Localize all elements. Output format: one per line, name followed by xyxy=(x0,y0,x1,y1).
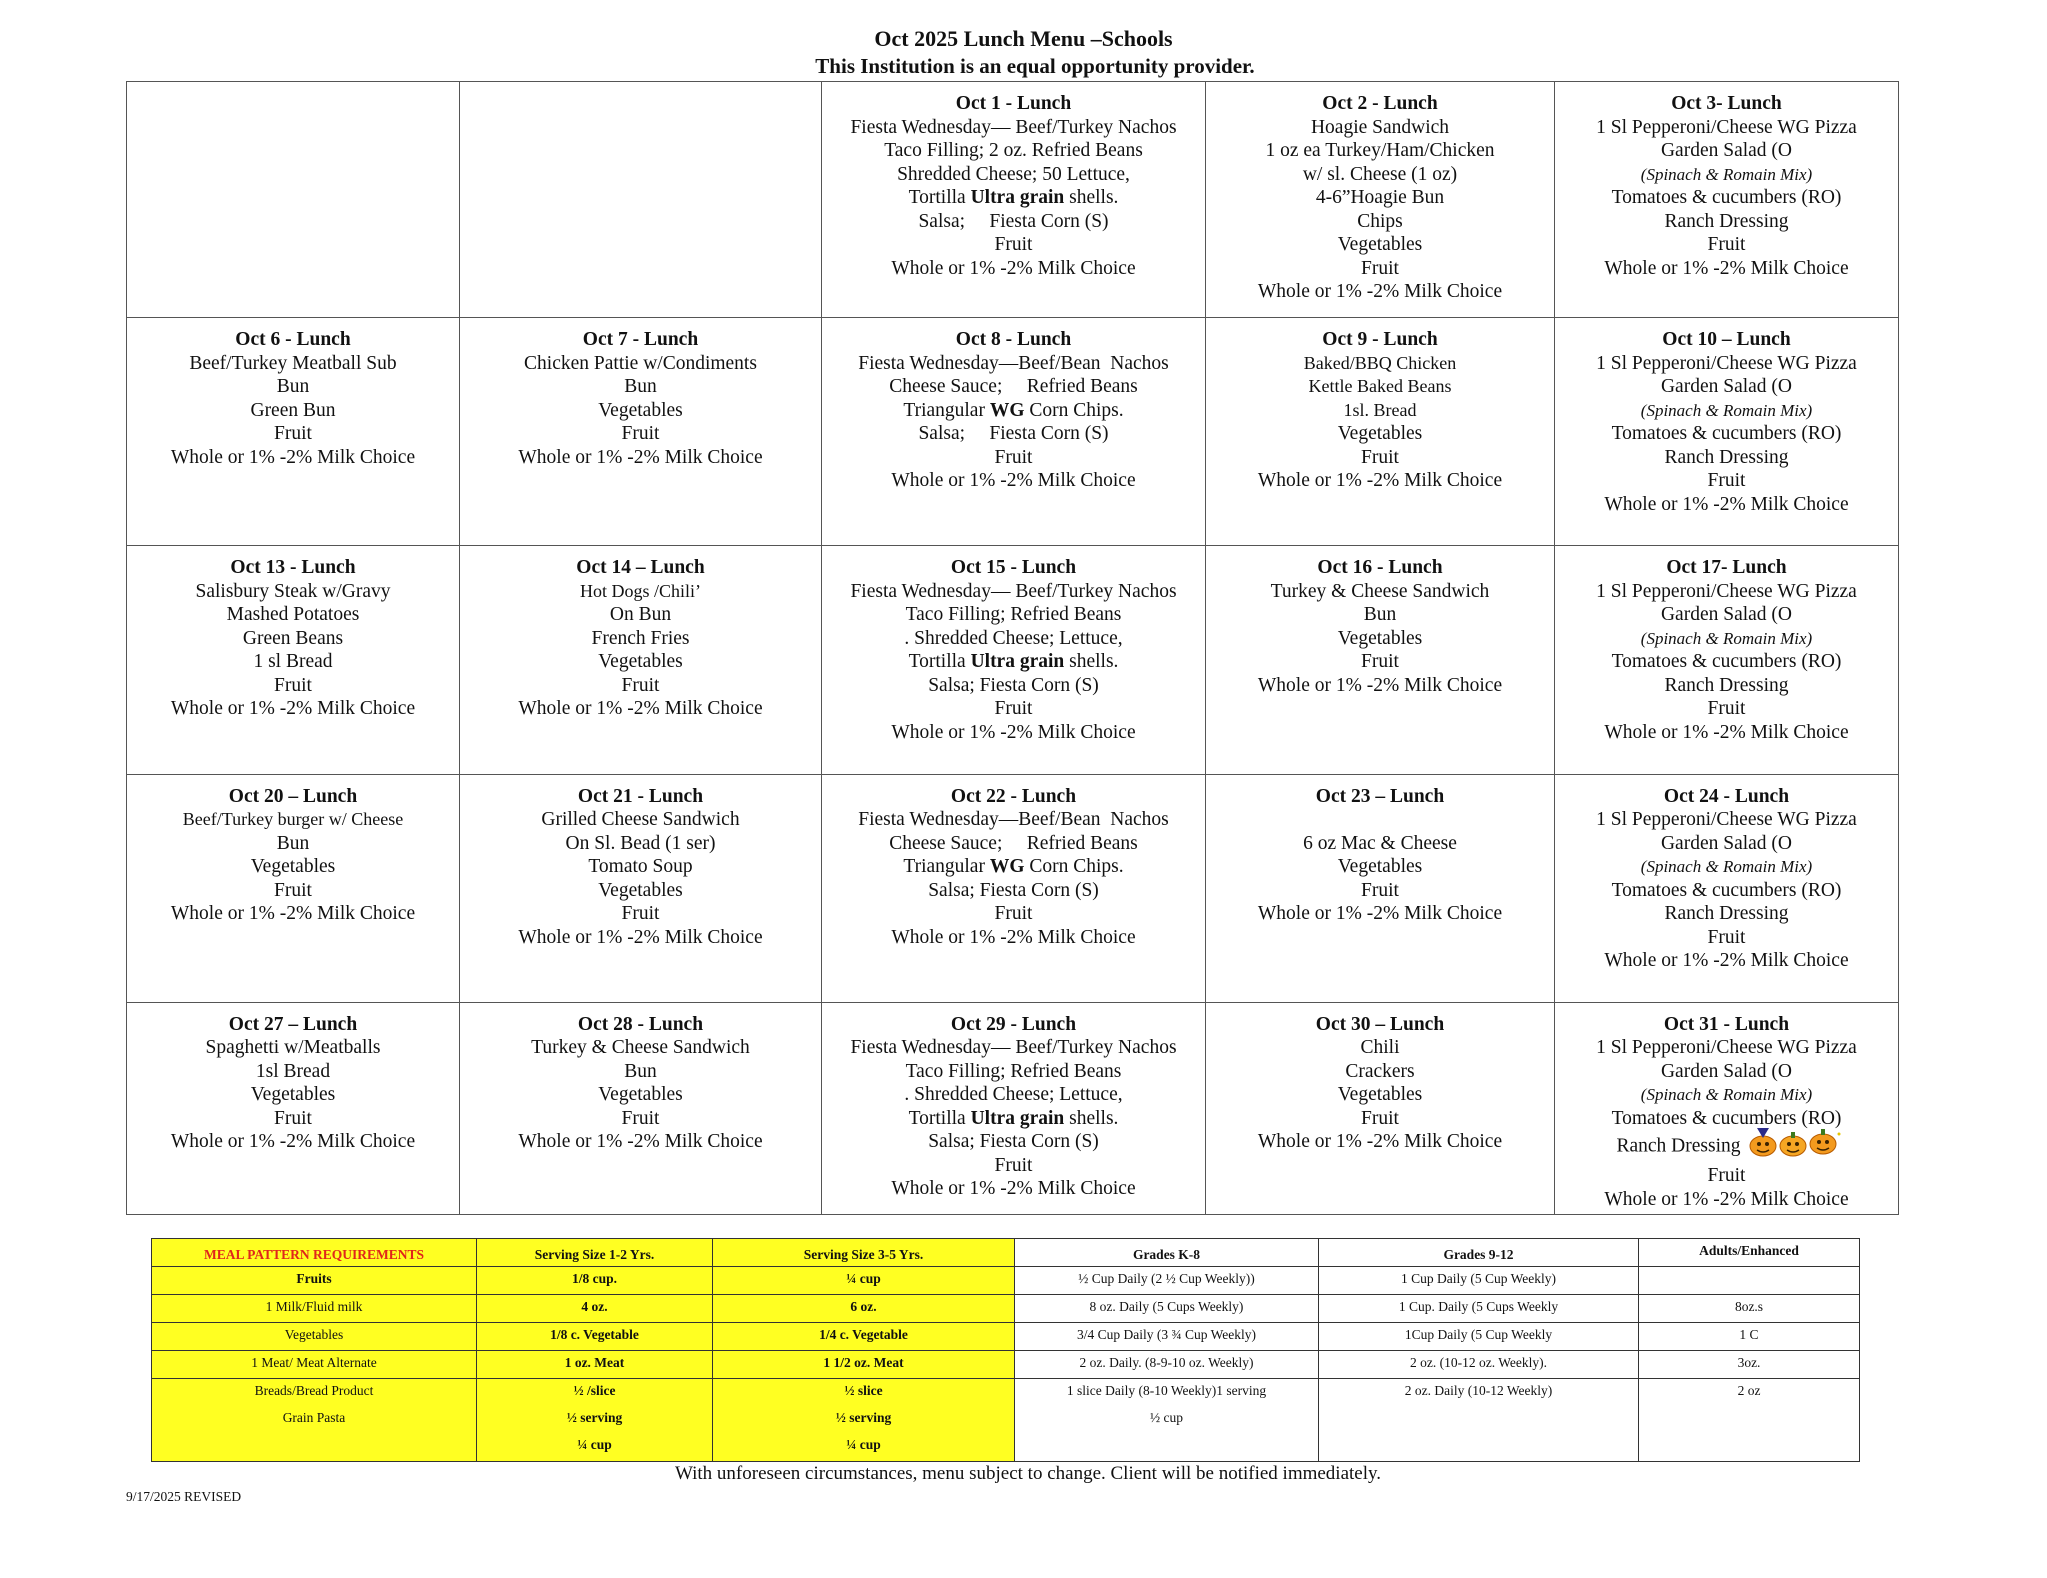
menu-item: Chicken Pattie w/Condiments xyxy=(524,352,757,374)
menu-item: Salsa; Fiesta Corn (S) xyxy=(918,210,1109,232)
menu-item: Vegetables xyxy=(598,1084,683,1106)
table-cell: 1/8 cup. xyxy=(477,1267,713,1295)
lunch-menu-calendar xyxy=(126,81,1899,1215)
day-title: Oct 7 - Lunch xyxy=(582,329,699,351)
menu-item: Turkey & Cheese Sandwich xyxy=(1270,580,1490,602)
requirements-row-meat xyxy=(152,1351,1860,1379)
day-cell-oct-15 xyxy=(822,546,1206,774)
menu-item: Garden Salad (O xyxy=(1660,140,1793,161)
menu-item: Garden Salad (O xyxy=(1660,604,1793,626)
table-cell: 6 oz. xyxy=(713,1295,1015,1323)
menu-text: Tortilla xyxy=(908,1107,971,1129)
menu-item: Vegetables xyxy=(598,651,683,673)
menu-item-note: (Spinach & Romain Mix) xyxy=(1640,400,1813,420)
table-cell: 1 1/2 oz. Meat xyxy=(713,1351,1015,1379)
menu-item: Bun xyxy=(276,376,310,398)
day-cell-oct-31 xyxy=(1555,1002,1899,1214)
cell-line: ½ slice xyxy=(844,1383,883,1398)
day-cell-oct-27 xyxy=(127,1002,460,1214)
day-cell-oct-2 xyxy=(1206,82,1555,318)
milk-choice: Whole or 1% -2% Milk Choice xyxy=(1257,903,1503,925)
menu-item xyxy=(826,650,1201,674)
day-cell-oct-6 xyxy=(127,318,460,546)
menu-item: Fruit xyxy=(1361,446,1399,468)
milk-choice: Whole or 1% -2% Milk Choice xyxy=(1257,470,1503,492)
table-cell xyxy=(1015,1379,1319,1462)
table-cell: 1 Cup Daily (5 Cup Weekly) xyxy=(1319,1267,1639,1295)
empty-day-cell xyxy=(460,82,822,318)
week-row-5 xyxy=(127,1002,1899,1214)
menu-item: 1sl. Bread xyxy=(1343,399,1417,420)
menu-item: Fruit xyxy=(274,879,312,901)
menu-item: Turkey & Cheese Sandwich xyxy=(531,1037,750,1059)
day-cell-oct-21 xyxy=(460,774,822,1002)
milk-choice: Whole or 1% -2% Milk Choice xyxy=(891,721,1136,743)
menu-text-bold: WG xyxy=(989,399,1025,421)
day-cell-oct-1 xyxy=(822,82,1206,318)
milk-choice: Whole or 1% -2% Milk Choice xyxy=(518,446,763,468)
menu-item: Baked/BBQ Chicken xyxy=(1303,352,1457,373)
menu-item: Tomato Soup xyxy=(588,856,693,878)
menu-item: On Bun xyxy=(609,604,672,626)
menu-item: Crackers xyxy=(1345,1060,1415,1082)
menu-item: Fruit xyxy=(1361,651,1399,673)
week-row-3 xyxy=(127,546,1899,774)
day-cell-oct-13 xyxy=(127,546,460,774)
menu-item: Vegetables xyxy=(1337,423,1423,445)
milk-choice: Whole or 1% -2% Milk Choice xyxy=(1604,1188,1849,1210)
table-cell: 2 oz. Daily. (8-9-10 oz. Weekly) xyxy=(1015,1351,1319,1379)
day-cell-oct-17 xyxy=(1555,546,1899,774)
menu-item: Salisbury Steak w/Gravy xyxy=(195,580,391,602)
menu-item: Fruit xyxy=(1707,698,1746,720)
milk-choice: Whole or 1% -2% Milk Choice xyxy=(1257,674,1503,696)
day-title: Oct 17- Lunch xyxy=(1666,557,1787,579)
menu-text: shells. xyxy=(1064,651,1119,673)
milk-choice: Whole or 1% -2% Milk Choice xyxy=(518,1131,763,1153)
table-cell xyxy=(713,1379,1015,1462)
day-title: Oct 15 - Lunch xyxy=(950,557,1077,579)
milk-choice: Whole or 1% -2% Milk Choice xyxy=(1257,1131,1503,1153)
menu-item: Fiesta Wednesday— Beef/Turkey Nachos xyxy=(850,1037,1177,1059)
milk-choice: Whole or 1% -2% Milk Choice xyxy=(1604,721,1849,743)
menu-item: Fruit xyxy=(1707,470,1746,492)
day-title: Oct 28 - Lunch xyxy=(577,1013,704,1035)
menu-item: Vegetables xyxy=(1337,627,1423,649)
column-header: MEAL PATTERN REQUIREMENTS xyxy=(152,1239,477,1267)
menu-item xyxy=(826,855,1201,879)
table-cell xyxy=(477,1379,713,1462)
table-cell: 1 oz. Meat xyxy=(477,1351,713,1379)
menu-item: Fruit xyxy=(1361,1107,1399,1129)
menu-item: Cheese Sauce; Refried Beans xyxy=(889,832,1138,854)
menu-item-note: (Spinach & Romain Mix) xyxy=(1640,857,1813,877)
requirements-row-vegetables xyxy=(152,1323,1860,1351)
menu-item: Tomatoes & cucumbers (RO) xyxy=(1611,879,1842,901)
table-cell: 1/8 c. Vegetable xyxy=(477,1323,713,1351)
milk-choice: Whole or 1% -2% Milk Choice xyxy=(891,926,1136,948)
menu-item: 1 Sl Pepperoni/Cheese WG Pizza xyxy=(1596,580,1857,602)
menu-item: Fruit xyxy=(994,234,1033,255)
cell-line: ½ serving xyxy=(566,1410,623,1425)
revision-date: 9/17/2025 REVISED xyxy=(126,1489,242,1504)
table-cell: 1/4 c. Vegetable xyxy=(713,1323,1015,1351)
day-cell-oct-14 xyxy=(460,546,822,774)
table-cell: ¼ cup xyxy=(713,1267,1015,1295)
day-title: Oct 10 – Lunch xyxy=(1662,329,1791,351)
menu-item: Fruit xyxy=(994,903,1033,925)
table-cell: 1 Milk/Fluid milk xyxy=(152,1295,477,1323)
menu-item: 1 Sl Pepperoni/Cheese WG Pizza xyxy=(1596,116,1857,138)
milk-choice: Whole or 1% -2% Milk Choice xyxy=(891,1178,1136,1200)
milk-choice: Whole or 1% -2% Milk Choice xyxy=(1604,950,1849,972)
menu-item: Salsa; Fiesta Corn (S) xyxy=(928,1131,1099,1153)
day-cell-oct-28 xyxy=(460,1002,822,1214)
menu-item: 1 sl Bread xyxy=(253,651,333,673)
day-cell-oct-20 xyxy=(127,774,460,1002)
menu-item: Chili xyxy=(1360,1037,1400,1059)
menu-item: Chips xyxy=(1357,210,1403,232)
menu-item: Grilled Cheese Sandwich xyxy=(541,809,740,831)
day-title: Oct 8 - Lunch xyxy=(955,329,1072,351)
day-title: Oct 14 – Lunch xyxy=(576,557,705,579)
cell-line: ½ cup xyxy=(1150,1410,1183,1425)
day-title: Oct 22 - Lunch xyxy=(950,785,1077,807)
menu-item: Vegetables xyxy=(1337,856,1423,878)
menu-item: Fruit xyxy=(621,903,660,925)
menu-item: 1sl Bread xyxy=(255,1060,331,1082)
menu-item: Beef/Turkey Meatball Sub xyxy=(189,352,397,374)
table-cell: 2 oz xyxy=(1639,1379,1860,1462)
requirements-row-fruits xyxy=(152,1267,1860,1295)
requirements-row-milk xyxy=(152,1295,1860,1323)
milk-choice: Whole or 1% -2% Milk Choice xyxy=(170,1131,416,1153)
menu-item: Beef/Turkey burger w/ Cheese xyxy=(182,809,404,830)
menu-text: Triangular xyxy=(903,856,990,878)
day-title: Oct 9 - Lunch xyxy=(1322,329,1438,351)
menu-item: Garden Salad (O xyxy=(1660,832,1793,854)
week-row-1 xyxy=(127,82,1899,318)
menu-item: Vegetables xyxy=(250,1084,336,1106)
menu-item: 1 oz ea Turkey/Ham/Chicken xyxy=(1265,140,1495,161)
menu-item: Vegetables xyxy=(1337,234,1423,255)
milk-choice: Whole or 1% -2% Milk Choice xyxy=(170,698,416,720)
cell-line: ¼ cup xyxy=(846,1437,881,1452)
menu-item: Bun xyxy=(276,832,310,854)
menu-item: Salsa; Fiesta Corn (S) xyxy=(928,674,1099,696)
table-cell: 1Cup Daily (5 Cup Weekly xyxy=(1319,1323,1639,1351)
table-cell: Vegetables xyxy=(152,1323,477,1351)
menu-item xyxy=(826,399,1201,423)
menu-item: Tomatoes & cucumbers (RO) xyxy=(1611,651,1842,673)
week-row-2 xyxy=(127,318,1899,546)
day-title: Oct 21 - Lunch xyxy=(577,785,704,807)
milk-choice: Whole or 1% -2% Milk Choice xyxy=(891,470,1136,492)
blank-line xyxy=(1210,808,1550,832)
menu-item: 1 Sl Pepperoni/Cheese WG Pizza xyxy=(1596,352,1857,374)
menu-item: Fruit xyxy=(1707,234,1746,255)
cell-line: ½ /slice xyxy=(573,1383,616,1398)
menu-item: Fruit xyxy=(621,423,660,445)
table-cell: 2 oz. Daily (10-12 Weekly) xyxy=(1319,1379,1639,1462)
day-title: Oct 29 - Lunch xyxy=(950,1013,1077,1035)
menu-item: Bun xyxy=(624,1060,657,1082)
menu-change-notice: With unforeseen circumstances, menu subject to change. Client will be notified immediately. xyxy=(674,1463,1382,1484)
menu-item: 1 Sl Pepperoni/Cheese WG Pizza xyxy=(1596,809,1857,831)
day-title: Oct 3- Lunch xyxy=(1671,93,1782,114)
menu-item: Tomatoes & cucumbers (RO) xyxy=(1611,1107,1842,1129)
day-cell-oct-9 xyxy=(1206,318,1555,546)
menu-item: Vegetables xyxy=(598,399,683,421)
menu-item: On Sl. Bead (1 ser) xyxy=(565,832,716,854)
menu-text: Tortilla xyxy=(908,187,971,208)
milk-choice: Whole or 1% -2% Milk Choice xyxy=(518,698,763,720)
menu-item: Bun xyxy=(1363,604,1397,626)
day-title: Oct 30 – Lunch xyxy=(1315,1013,1445,1035)
menu-item: Cheese Sauce; Refried Beans xyxy=(889,376,1138,398)
cell-line: ½ serving xyxy=(835,1410,892,1425)
menu-text: Triangular xyxy=(903,399,990,421)
day-cell-oct-30 xyxy=(1206,1002,1555,1214)
column-header: Grades K-8 xyxy=(1015,1239,1319,1267)
day-title: Oct 1 - Lunch xyxy=(955,93,1072,114)
menu-item: Fruit xyxy=(1707,1165,1746,1187)
menu-item: Green Beans xyxy=(242,627,344,649)
table-cell: 3/4 Cup Daily (3 ¾ Cup Weekly) xyxy=(1015,1323,1319,1351)
menu-item: Fruit xyxy=(274,423,312,445)
table-cell: ½ Cup Daily (2 ½ Cup Weekly)) xyxy=(1015,1267,1319,1295)
menu-item-note: (Spinach & Romain Mix) xyxy=(1640,628,1813,648)
milk-choice: Whole or 1% -2% Milk Choice xyxy=(891,257,1136,279)
requirements-header-row xyxy=(152,1239,1860,1267)
menu-item: Vegetables xyxy=(598,879,683,901)
menu-item: French Fries xyxy=(591,627,690,649)
day-cell-oct-23 xyxy=(1206,774,1555,1002)
menu-item: Shredded Cheese; 50 Lettuce, xyxy=(897,163,1130,185)
menu-item: Ranch Dressing xyxy=(1664,903,1789,925)
menu-item: Hoagie Sandwich xyxy=(1310,116,1450,138)
menu-item: Ranch Dressing xyxy=(1664,446,1789,468)
milk-choice: Whole or 1% -2% Milk Choice xyxy=(170,903,416,925)
menu-item: Ranch Dressing xyxy=(1664,674,1789,696)
milk-choice: Whole or 1% -2% Milk Choice xyxy=(518,926,763,948)
day-title: Oct 24 - Lunch xyxy=(1663,785,1790,807)
table-cell: 1 C xyxy=(1639,1323,1860,1351)
menu-text-bold: Ultra grain xyxy=(970,651,1065,673)
table-cell xyxy=(152,1379,477,1462)
menu-text: shells. xyxy=(1064,1107,1119,1129)
table-cell: Fruits xyxy=(152,1267,477,1295)
menu-item: Fiesta Wednesday—Beef/Bean Nachos xyxy=(858,809,1169,831)
menu-item: Ranch Dressing xyxy=(1664,210,1789,232)
menu-item: Mashed Potatoes xyxy=(226,604,360,626)
day-title: Oct 16 - Lunch xyxy=(1317,557,1443,579)
menu-item: Taco Filling; 2 oz. Refried Beans xyxy=(884,140,1143,161)
menu-text-bold: WG xyxy=(989,856,1025,878)
menu-text: Corn Chips. xyxy=(1024,399,1124,421)
menu-item: Salsa; Fiesta Corn (S) xyxy=(928,879,1099,901)
page-title: Oct 2025 Lunch Menu –Schools xyxy=(874,26,1173,51)
menu-item: Tomatoes & cucumbers (RO) xyxy=(1611,187,1842,208)
menu-item: Salsa; Fiesta Corn (S) xyxy=(918,423,1109,445)
day-cell-oct-10 xyxy=(1555,318,1899,546)
menu-item: Vegetables xyxy=(250,856,336,878)
menu-item: Green Bun xyxy=(250,399,336,421)
requirements-row-breads xyxy=(152,1379,1860,1462)
milk-choice: Whole or 1% -2% Milk Choice xyxy=(1604,257,1849,279)
menu-item: Taco Filling; Refried Beans xyxy=(905,1060,1122,1082)
menu-item: Fiesta Wednesday—Beef/Bean Nachos xyxy=(858,352,1169,374)
menu-item: Kettle Baked Beans xyxy=(1308,376,1452,397)
menu-item: Taco Filling; Refried Beans xyxy=(905,604,1122,626)
milk-choice: Whole or 1% -2% Milk Choice xyxy=(1257,281,1503,302)
pumpkin-icon xyxy=(1747,1124,1843,1158)
meal-pattern-requirements-table xyxy=(151,1238,1860,1462)
table-cell: 1 Meat/ Meat Alternate xyxy=(152,1351,477,1379)
menu-item: . Shredded Cheese; Lettuce, xyxy=(904,1084,1123,1106)
column-header: Serving Size 1-2 Yrs. xyxy=(477,1239,713,1267)
menu-item: 1 Sl Pepperoni/Cheese WG Pizza xyxy=(1596,1037,1857,1059)
menu-item: Fruit xyxy=(621,1107,660,1129)
menu-item: Fruit xyxy=(621,674,660,696)
menu-item: Bun xyxy=(624,376,657,398)
menu-text: shells. xyxy=(1064,187,1119,208)
day-cell-oct-22 xyxy=(822,774,1206,1002)
day-cell-oct-3 xyxy=(1555,82,1899,318)
menu-item: 4-6”Hoagie Bun xyxy=(1315,187,1445,208)
cell-line: 1 slice Daily (8-10 Weekly)1 serving xyxy=(1066,1383,1267,1398)
table-cell: 8oz.s xyxy=(1639,1295,1860,1323)
table-cell: 1 Cup. Daily (5 Cups Weekly xyxy=(1319,1295,1639,1323)
menu-item: Garden Salad (O xyxy=(1660,1060,1793,1082)
menu-item: Fruit xyxy=(274,1107,312,1129)
menu-item: Hot Dogs /Chili’ xyxy=(579,580,701,601)
cell-line: Grain Pasta xyxy=(282,1410,346,1425)
menu-item: Fiesta Wednesday— Beef/Turkey Nachos xyxy=(850,580,1177,602)
menu-item xyxy=(826,1107,1201,1131)
day-cell-oct-16 xyxy=(1206,546,1555,774)
menu-item: . Shredded Cheese; Lettuce, xyxy=(904,627,1123,649)
table-cell: 8 oz. Daily (5 Cups Weekly) xyxy=(1015,1295,1319,1323)
menu-item: Fiesta Wednesday— Beef/Turkey Nachos xyxy=(850,116,1177,138)
menu-item: Fruit xyxy=(1361,257,1399,279)
milk-choice: Whole or 1% -2% Milk Choice xyxy=(1604,493,1849,515)
menu-item xyxy=(1559,1130,1894,1164)
column-header: Adults/Enhanced xyxy=(1639,1239,1860,1267)
menu-item: Fruit xyxy=(1361,879,1399,901)
table-cell xyxy=(1639,1267,1860,1295)
menu-text: Corn Chips. xyxy=(1024,856,1124,878)
column-header: Grades 9-12 xyxy=(1319,1239,1639,1267)
menu-item: 6 oz Mac & Cheese xyxy=(1303,832,1457,854)
empty-day-cell xyxy=(127,82,460,318)
menu-item: Fruit xyxy=(274,674,312,696)
table-cell: 2 oz. (10-12 oz. Weekly). xyxy=(1319,1351,1639,1379)
equal-opportunity-statement: This Institution is an equal opportunity provider. xyxy=(815,54,1255,78)
menu-item: Vegetables xyxy=(1337,1084,1423,1106)
menu-item xyxy=(826,186,1201,210)
menu-item: w/ sl. Cheese (1 oz) xyxy=(1302,163,1458,185)
menu-text: Ranch Dressing xyxy=(1616,1135,1741,1157)
menu-item-note: (Spinach & Romain Mix) xyxy=(1640,164,1813,184)
menu-item: Garden Salad (O xyxy=(1660,376,1793,398)
menu-item: Tomatoes & cucumbers (RO) xyxy=(1611,423,1842,445)
week-row-4 xyxy=(127,774,1899,1002)
cell-line: ¼ cup xyxy=(577,1437,612,1452)
table-cell: 4 oz. xyxy=(477,1295,713,1323)
day-title: Oct 20 – Lunch xyxy=(228,785,358,807)
menu-item-note: (Spinach & Romain Mix) xyxy=(1640,1085,1813,1105)
menu-text-bold: Ultra grain xyxy=(970,187,1065,208)
day-cell-oct-7 xyxy=(460,318,822,546)
day-title: Oct 23 – Lunch xyxy=(1315,785,1445,807)
menu-text-bold: Ultra grain xyxy=(970,1107,1065,1129)
day-title: Oct 27 – Lunch xyxy=(228,1013,358,1035)
day-cell-oct-24 xyxy=(1555,774,1899,1002)
column-header: Serving Size 3-5 Yrs. xyxy=(713,1239,1015,1267)
menu-item: Fruit xyxy=(994,446,1033,468)
milk-choice: Whole or 1% -2% Milk Choice xyxy=(170,446,416,468)
table-cell: 3oz. xyxy=(1639,1351,1860,1379)
menu-text: Tortilla xyxy=(908,651,971,673)
menu-item: Fruit xyxy=(994,1154,1033,1176)
day-title: Oct 6 - Lunch xyxy=(235,329,351,351)
day-title: Oct 31 - Lunch xyxy=(1663,1013,1790,1035)
menu-item: Fruit xyxy=(1707,926,1746,948)
day-cell-oct-29 xyxy=(822,1002,1206,1214)
menu-item: Fruit xyxy=(994,698,1033,720)
cell-line: Breads/Bread Product xyxy=(254,1383,374,1398)
day-title: Oct 13 - Lunch xyxy=(230,557,356,579)
menu-item: Spaghetti w/Meatballs xyxy=(205,1037,381,1059)
day-title: Oct 2 - Lunch xyxy=(1322,93,1438,114)
day-cell-oct-8 xyxy=(822,318,1206,546)
